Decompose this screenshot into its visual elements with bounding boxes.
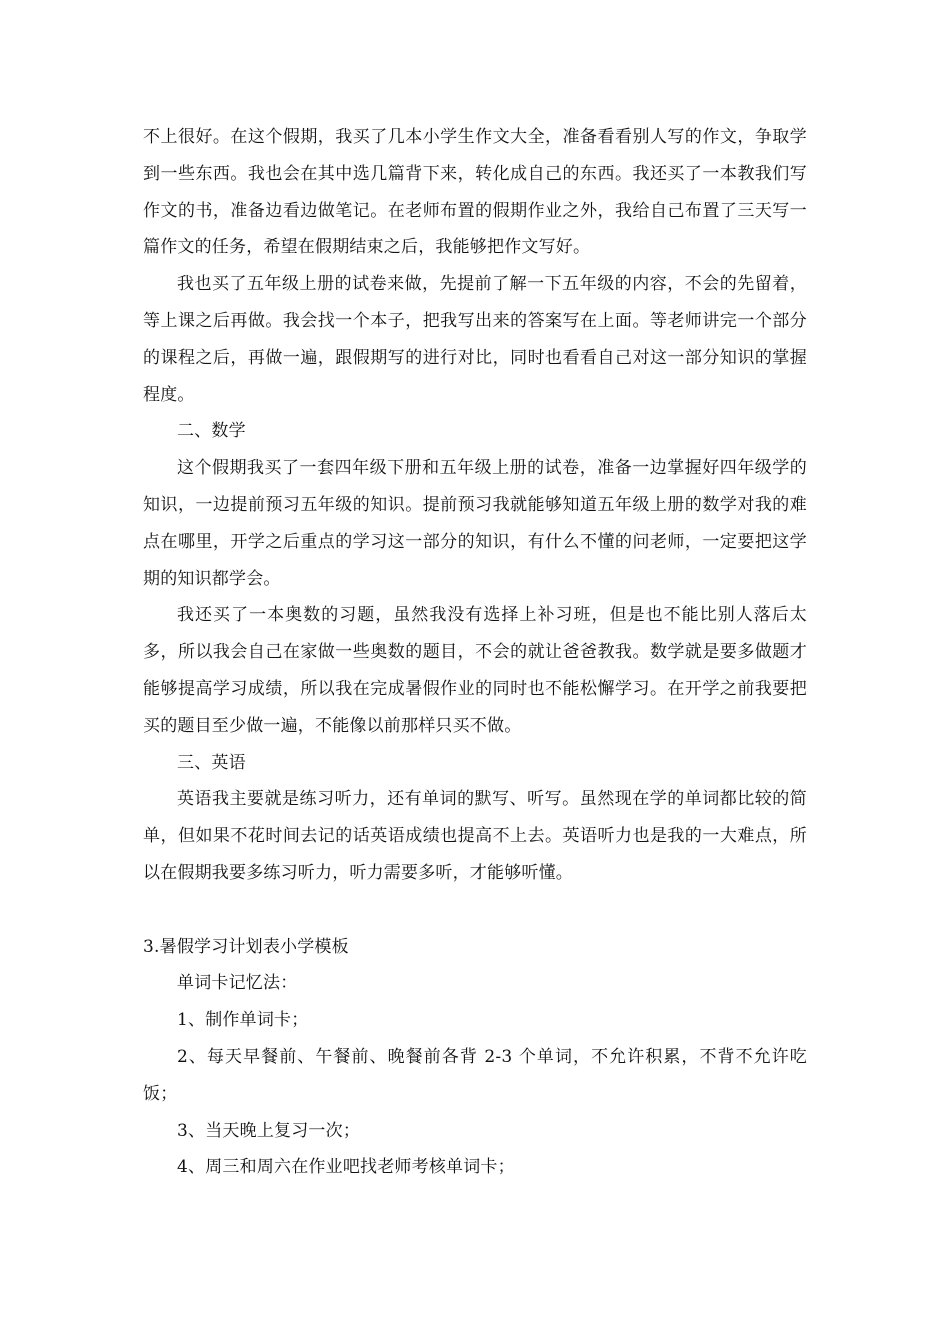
document-body [143,119,807,1186]
list-item: 1、制作单词卡； [177,1010,309,1031]
paragraph-test-papers: 我也买了五年级上册的试卷来做，先提前了解一下五年级的内容，不会的先留着，等上课之后再做。我会找一个本子，把我写出来的答案写在上面。等老师讲完一个部分的课程之后，再做一遍，跟假期写的进行对比，同时也看看自己对这一部分知识的掌握程度。 [143,274,807,405]
paragraph-math-plan: 这个假期我买了一套四年级下册和五年级上册的试卷，准备一边掌握好四年级学的知识，一边提前预习五年级的知识。提前预习我就能够知道五年级上册的数学对我的难点在哪里，开学之后重点的学习这一部分的知识，有什么不懂的问老师，一定要把这学期的知识都学会。 [143,458,807,589]
list-item: 4、周三和周六在作业吧找老师考核单词卡； [177,1157,515,1178]
list-heading-word-cards: 单词卡记忆法： [177,973,298,994]
section-title-template: 3.暑假学习计划表小学模板 [143,936,349,957]
section-heading-english: 三、英语 [177,752,246,773]
list-item: 2、每天早餐前、午餐前、晚餐前各背 2-3 个单词，不允许积累，不背不允许吃饭； [143,1046,807,1104]
blank-line [143,892,807,929]
paragraph-english-plan: 英语我主要就是练习听力，还有单词的默写、听写。虽然现在学的单词都比较的简单，但如果不花时间去记的话英语成绩也提高不上去。英语听力也是我的一大难点，所以在假期我要多练习听力，听力需要多听，才能够听懂。 [143,789,807,883]
paragraph-olympiad-math: 我还买了一本奥数的习题，虽然我没有选择上补习班，但是也不能比别人落后太多，所以我会自己在家做一些奥数的题目，不会的就让爸爸教我。数学就是要多做题才能够提高学习成绩，所以我在完成暑假作业的同时也不能松懈学习。在开学之前我要把买的题目至少做一遍，不能像以前那样只买不做。 [143,605,807,736]
list-item: 3、当天晚上复习一次； [177,1120,361,1141]
paragraph-writing-continued: 不上很好。在这个假期，我买了几本小学生作文大全，准备看看别人写的作文，争取学到一些东西。我也会在其中选几篇背下来，转化成自己的东西。我还买了一本教我们写作文的书，准备边看边做笔记。在老师布置的假期作业之外，我给自己布置了三天写一篇作文的任务，希望在假期结束之后，我能够把作文写好。 [143,127,807,258]
section-heading-math: 二、数学 [177,421,246,442]
